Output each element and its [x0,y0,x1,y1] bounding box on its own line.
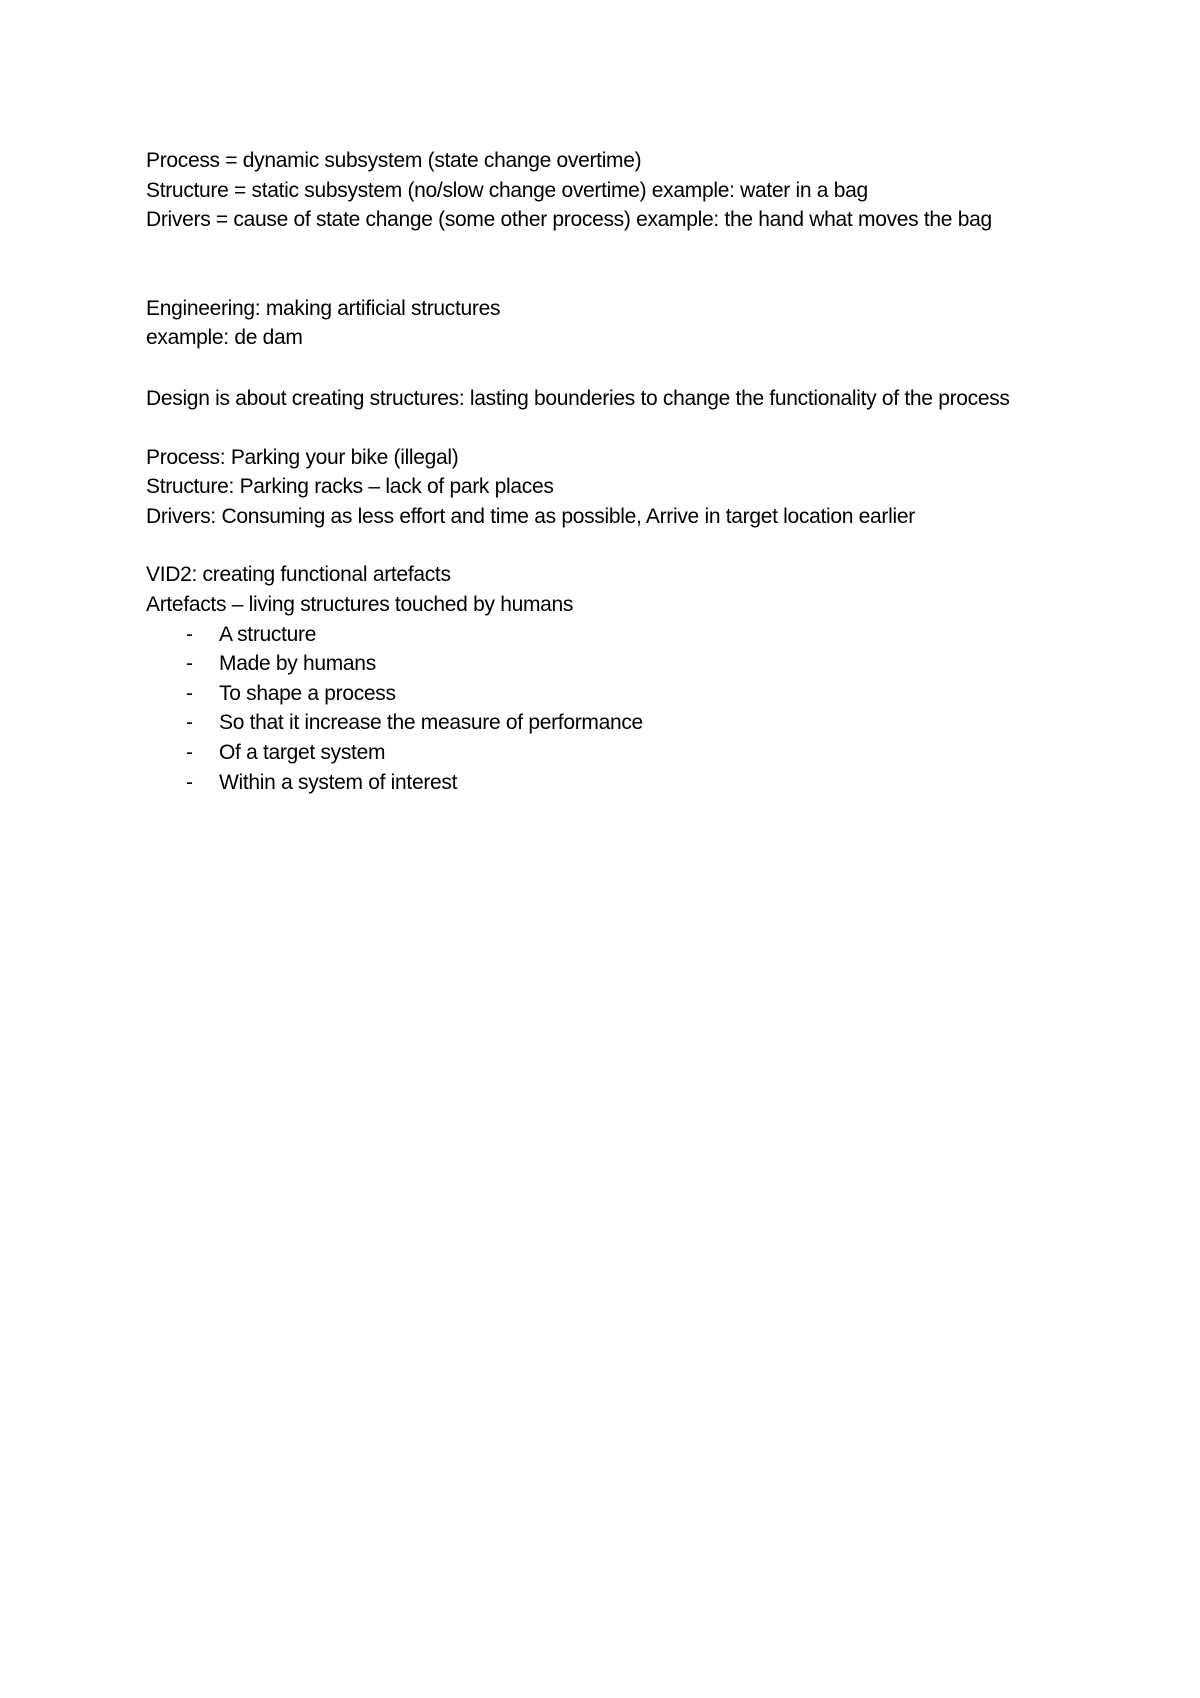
spacer [146,414,1086,443]
engineering-definition: Engineering: making artificial structures [146,296,501,320]
drivers-definition: Drivers = cause of state change (some other process) example: the hand what moves the bag [146,208,992,232]
dash-bullet: - [186,652,193,676]
list-item-text: Made by humans [219,652,376,676]
list-item-text: Within a system of interest [219,770,458,794]
spacer [146,235,1086,294]
list-item [146,679,1086,709]
list-item [146,738,1086,768]
dash-bullet: - [186,711,193,735]
dash-bullet: - [186,740,193,764]
artefact-criteria-list [146,620,1086,798]
parking-process: Process: Parking your bike (illegal) [146,445,459,469]
dash-bullet: - [186,622,193,646]
list-item [146,708,1086,738]
process-definition: Process = dynamic subsystem (state change overtime) [146,149,642,172]
parking-structure: Structure: Parking racks – lack of park places [146,475,554,499]
design-paragraph: Design is about creating structures: lasting bounderies to change the functionality of the process [146,386,1010,410]
document-body [146,146,1086,797]
vid2-heading: VID2: creating functional artefacts [146,563,451,587]
dash-bullet: - [186,681,193,705]
list-item-text: Of a target system [219,740,386,764]
parking-drivers: Drivers: Consuming as less effort and time as possible, Arrive in target location earlier [146,504,915,528]
list-item [146,620,1086,650]
dash-bullet: - [186,770,193,794]
spacer [146,531,1086,560]
list-item-text: A structure [219,622,317,646]
spacer [146,353,1086,384]
list-item-text: To shape a process [219,681,396,705]
list-item-text: So that it increase the measure of performance [219,711,643,735]
engineering-example: example: de dam [146,326,303,350]
artefacts-definition: Artefacts – living structures touched by humans [146,592,574,616]
list-item [146,649,1086,679]
list-item [146,768,1086,798]
structure-definition: Structure = static subsystem (no/slow change overtime) example: water in a bag [146,178,868,202]
